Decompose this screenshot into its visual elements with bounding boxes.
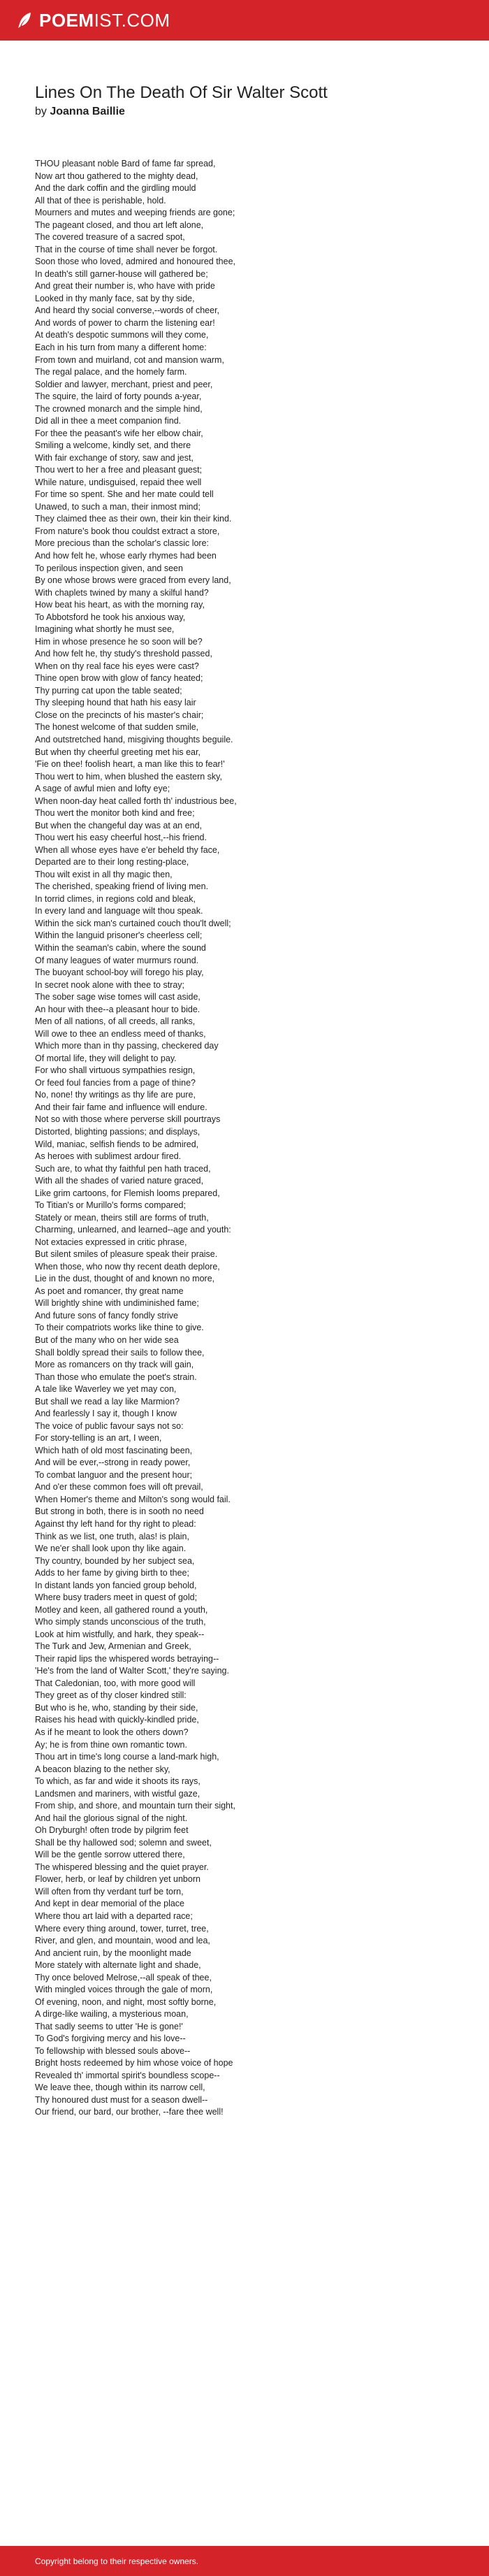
poem-line: Motley and keen, all gathered round a youth, bbox=[35, 1604, 208, 1615]
poem-line: Within the seaman's cabin, where the sound bbox=[35, 943, 206, 953]
poem-line: Ay; he is from thine own romantic town. bbox=[35, 1739, 187, 1750]
poem-line: Soldier and lawyer, merchant, priest and peer, bbox=[35, 379, 213, 389]
poem-line: By one whose brows were graced from every land, bbox=[35, 575, 231, 586]
poem-line: Will be the gentle sorrow uttered there, bbox=[35, 1850, 185, 1860]
poem-line: The honest welcome of that sudden smile, bbox=[35, 722, 199, 733]
poem-line: Him in whose presence he so soon will be? bbox=[35, 636, 203, 647]
poem-line: Not extacies expressed in critic phrase, bbox=[35, 1237, 187, 1247]
poem-line: We ne'er shall look upon thy like again. bbox=[35, 1544, 187, 1554]
poem-line: Men of all nations, of all creeds, all ranks, bbox=[35, 1016, 196, 1027]
poem-line: When those, who now thy recent death deplore, bbox=[35, 1261, 220, 1272]
poem-line: Or feed foul fancies from a page of thine? bbox=[35, 1077, 196, 1088]
poem-line: They greet as of thy closer kindred still: bbox=[35, 1690, 187, 1701]
poem-line: While nature, undisguised, repaid thee well bbox=[35, 477, 202, 487]
poem-line: Thou wert to her a free and pleasant guest; bbox=[35, 465, 203, 475]
poem-line: Bright hosts redeemed by him whose voice of hope bbox=[35, 2058, 233, 2068]
poem-line: Thy once beloved Melrose,--all speak of thee, bbox=[35, 1972, 212, 1983]
poem-line: In secret nook alone with thee to stray; bbox=[35, 979, 185, 990]
poem-line: As heroes with sublimest ardour fired. bbox=[35, 1151, 182, 1162]
poem-line: To their compatriots works like thine to give. bbox=[35, 1323, 204, 1333]
poem-line: A sage of awful mien and lofty eye; bbox=[35, 784, 170, 794]
poem-line: Against thy left hand for thy right to plead: bbox=[35, 1518, 196, 1529]
poem-line: Will often from thy verdant turf be torn, bbox=[35, 1886, 184, 1897]
poem-line: The Turk and Jew, Armenian and Greek, bbox=[35, 1641, 191, 1652]
byline bbox=[35, 105, 468, 119]
poem-line: 'Fie on thee! foolish heart, a man like this to fear!' bbox=[35, 759, 225, 770]
poem-line: Which more than in thy passing, checkered day bbox=[35, 1041, 219, 1051]
poem-line: And future sons of fancy fondly strive bbox=[35, 1310, 178, 1321]
poem-line: Revealed th' immortal spirit's boundless scope-- bbox=[35, 2070, 220, 2080]
poem-line: With fair exchange of story, saw and jest, bbox=[35, 452, 194, 463]
poem-line: Thy country, bounded by her subject sea, bbox=[35, 1555, 195, 1566]
poem-line: And hail the glorious signal of the night. bbox=[35, 1813, 188, 1823]
poem-line: Raises his head with quickly-kindled pride, bbox=[35, 1715, 199, 1725]
poem-line: Their rapid lips the whispered words betraying-- bbox=[35, 1653, 219, 1664]
poem-line: The regal palace, and the homely farm. bbox=[35, 367, 187, 377]
poem-line: A beacon blazing to the nether sky, bbox=[35, 1764, 170, 1774]
poem-line: Such are, to what thy faithful pen hath traced, bbox=[35, 1163, 211, 1174]
poem-line: From town and muirland, cot and mansion warm, bbox=[35, 354, 224, 365]
poem-line: But strong in both, there is in sooth no need bbox=[35, 1506, 204, 1517]
poem-line: Flower, herb, or leaf by children yet unborn bbox=[35, 1874, 200, 1885]
poem-line: The sober sage wise tomes will cast aside, bbox=[35, 992, 200, 1002]
poem-line: And how felt he, thy study's threshold passed, bbox=[35, 649, 212, 659]
poem-line: And o'er these common foes will oft prevail, bbox=[35, 1482, 203, 1492]
poem-line: Shall boldly spread their sails to follow thee, bbox=[35, 1347, 205, 1358]
copyright-text: Copyright belong to their respective owners. bbox=[35, 2556, 199, 2566]
poem-line: Our friend, our bard, our brother, --fare thee well! bbox=[35, 2107, 224, 2117]
poem-line: Each in his turn from many a different home: bbox=[35, 342, 207, 352]
poem-line: The buoyant school-boy will forego his play, bbox=[35, 967, 204, 978]
site-logo[interactable] bbox=[15, 10, 170, 31]
poem-line: And will be ever,--strong in ready power, bbox=[35, 1458, 191, 1468]
poem-line: All that of thee is perishable, hold. bbox=[35, 195, 166, 206]
poem-line: Looked in thy manly face, sat by thy side, bbox=[35, 293, 195, 303]
poem-line: Mourners and mutes and weeping friends are gone; bbox=[35, 208, 235, 218]
poem-line: To fellowship with blessed souls above-- bbox=[35, 2045, 191, 2056]
poem-line: For thee the peasant's wife her elbow chair, bbox=[35, 428, 203, 438]
poem-line: The pageant closed, and thou art left alone, bbox=[35, 220, 204, 230]
poem-line: THOU pleasant noble Bard of fame far spread, bbox=[35, 159, 216, 168]
poem-line: Who simply stands unconscious of the truth, bbox=[35, 1617, 206, 1627]
poem-line: But silent smiles of pleasure speak their praise. bbox=[35, 1249, 218, 1260]
poem-line: With chaplets twined by many a skilful hand? bbox=[35, 587, 209, 598]
poem-line: Of mortal life, they will delight to pay. bbox=[35, 1053, 177, 1063]
poem-line: Close on the precincts of his master's chair; bbox=[35, 710, 204, 720]
poem-line: And great their number is, who have with pride bbox=[35, 281, 215, 292]
poem-line: Than those who emulate the poet's strain. bbox=[35, 1372, 197, 1382]
poem-line: Wild, maniac, selfish fiends to be admired, bbox=[35, 1139, 199, 1149]
poem-line: And words of power to charm the listening ear! bbox=[35, 317, 215, 328]
poem-line: To Titian's or Murillo's forms compared; bbox=[35, 1200, 186, 1211]
poem-line: But when thy cheerful greeting met his ear, bbox=[35, 747, 200, 757]
poem-line: From nature's book thou couldst extract a store, bbox=[35, 526, 220, 536]
poem-line: Landsmen and mariners, with wistful gaze, bbox=[35, 1788, 200, 1799]
quill-icon bbox=[15, 11, 34, 29]
poem-line: They claimed thee as their own, their kin their kind. bbox=[35, 514, 232, 524]
poem-line: To Abbotsford he took his anxious way, bbox=[35, 612, 186, 622]
poem-line: In torrid climes, in regions cold and bleak, bbox=[35, 893, 196, 904]
poem-line: To which, as far and wide it shoots its rays, bbox=[35, 1776, 200, 1787]
poem-line: Look at him wistfully, and hark, they speak-- bbox=[35, 1629, 205, 1639]
poem-line: For who shall virtuous sympathies resign, bbox=[35, 1065, 196, 1076]
poem-line: A tale like Waverley we yet may con, bbox=[35, 1384, 177, 1395]
poem-line: As if he meant to look the others down? bbox=[35, 1727, 189, 1737]
poem-line: River, and glen, and mountain, wood and lea, bbox=[35, 1936, 210, 1946]
poem-line: When Homer's theme and Milton's song would fail. bbox=[35, 1494, 231, 1504]
poem-line: In distant lands yon fancied group behold, bbox=[35, 1580, 197, 1590]
poem-line: In every land and language wilt thou speak. bbox=[35, 906, 203, 916]
poem-line: Where thou art laid with a departed race; bbox=[35, 1911, 193, 1921]
poem-line: Charming, unlearned, and learned--age and youth: bbox=[35, 1225, 231, 1235]
poem-line: Like grim cartoons, for Flemish looms prepared, bbox=[35, 1188, 220, 1198]
poem-line: And the dark coffin and the girdling mould bbox=[35, 183, 196, 194]
poem-line: Thou wert the monitor both kind and free; bbox=[35, 808, 195, 819]
poem-line: Not so with those where perverse skill pourtrays bbox=[35, 1114, 221, 1125]
poem-line: Departed are to their long resting-place, bbox=[35, 857, 189, 868]
poem-line: Stately or mean, theirs still are forms of truth, bbox=[35, 1212, 209, 1223]
poem-line: Within the languid prisoner's cheerless cell; bbox=[35, 930, 203, 941]
poem-line: That in the course of time shall never be forgot. bbox=[35, 244, 218, 254]
poem-line: And ancient ruin, by the moonlight made bbox=[35, 1948, 191, 1958]
poem-line: But who is he, who, standing by their side, bbox=[35, 1702, 198, 1713]
poem-line: Within the sick man's curtained couch thou'lt dwell; bbox=[35, 918, 231, 928]
poem-line: When on thy real face his eyes were cast? bbox=[35, 661, 199, 671]
poem-line: Adds to her fame by giving birth to thee; bbox=[35, 1568, 189, 1578]
poem-line: Smiling a welcome, kindly set, and there bbox=[35, 440, 191, 451]
poem-line: We leave thee, though within its narrow cell, bbox=[35, 2082, 205, 2093]
poem-line: Imagining what shortly he must see, bbox=[35, 624, 175, 635]
poem-line: Soon those who loved, admired and honoured thee, bbox=[35, 257, 236, 267]
poem-line: Of many leagues of water murmurs round. bbox=[35, 955, 199, 965]
poem-line: Thou wilt exist in all thy magic then, bbox=[35, 869, 173, 879]
poem-line: At death's despotic summons will they come, bbox=[35, 330, 209, 340]
poem-line: An hour with thee--a pleasant hour to bide. bbox=[35, 1004, 200, 1014]
poem-line: Thy sleeping hound that hath his easy lair bbox=[35, 698, 196, 708]
poem-line: More as romancers on thy track will gain, bbox=[35, 1360, 194, 1370]
poem-title: Lines On The Death Of Sir Walter Scott bbox=[35, 83, 328, 102]
poem-line: A dirge-like wailing, a mysterious moan, bbox=[35, 2009, 189, 2020]
poem-line: With all the shades of varied nature graced, bbox=[35, 1176, 204, 1186]
poem-line: For story-telling is an art, I ween, bbox=[35, 1433, 162, 1444]
poem-line: Will owe to thee an endless meed of thanks, bbox=[35, 1028, 206, 1039]
by-label: by bbox=[35, 106, 47, 117]
poem-line: When noon-day heat called forth th' industrious bee, bbox=[35, 796, 237, 806]
poem-line: Now art thou gathered to the mighty dead, bbox=[35, 171, 198, 181]
poem-line: But when the changeful day was at an end, bbox=[35, 820, 203, 830]
poem-line: How beat his heart, as with the morning ray, bbox=[35, 600, 205, 610]
poem-line: The voice of public favour says not so: bbox=[35, 1420, 184, 1431]
poem-line: When all whose eyes have e'er beheld thy face, bbox=[35, 844, 220, 855]
poem-line: Lie in the dust, thought of and known no more, bbox=[35, 1274, 215, 1284]
poem-line: The squire, the laird of forty pounds a-year, bbox=[35, 391, 202, 402]
poem-line: Distorted, blighting passions; and displays, bbox=[35, 1126, 200, 1137]
poem-line: Thou wert his easy cheerful host,--his friend. bbox=[35, 833, 207, 843]
poem-line: But of the many who on her wide sea bbox=[35, 1335, 179, 1345]
poem-line: Shall be thy hallowed sod; solemn and sweet, bbox=[35, 1837, 212, 1848]
poem-line: That Caledonian, too, with more good will bbox=[35, 1678, 196, 1688]
poem-line: The covered treasure of a sacred spot, bbox=[35, 232, 185, 243]
poem-line: And their fair fame and influence will endure. bbox=[35, 1102, 207, 1112]
poem-line: In death's still garner-house will gathered be; bbox=[35, 268, 208, 279]
poem-line: To God's forgiving mercy and his love-- bbox=[35, 2034, 186, 2044]
poem-line: Oh Dryburgh! often trode by pilgrim feet bbox=[35, 1825, 189, 1836]
poem-line: And heard thy social converse,--words of cheer, bbox=[35, 305, 220, 316]
poem-line: Where every thing around, tower, turret, tree, bbox=[35, 1923, 209, 1934]
poem-line: Thine open brow with glow of fancy heated; bbox=[35, 673, 203, 684]
poem-line: The cherished, speaking friend of living men. bbox=[35, 882, 209, 892]
poem-line: To perilous inspection given, and seen bbox=[35, 563, 183, 573]
poem-line: With mingled voices through the gale of morn, bbox=[35, 1985, 213, 1995]
poem-line: Will brightly shine with undiminished fame; bbox=[35, 1298, 199, 1309]
poem-line: More stately with alternate light and shade, bbox=[35, 1960, 201, 1971]
logo-text-light: IST.COM bbox=[94, 9, 170, 31]
poem-line: The whispered blessing and the quiet prayer. bbox=[35, 1862, 209, 1872]
poem-line: Where busy traders meet in quest of gold; bbox=[35, 1592, 198, 1603]
poem-line: And fearlessly I say it, though I know bbox=[35, 1409, 177, 1419]
poem-line: Of evening, noon, and night, most softly borne, bbox=[35, 1996, 217, 2007]
poem-line: And outstretched hand, misgiving thoughts beguile. bbox=[35, 734, 233, 744]
poem-line: And how felt he, whose early rhymes had been bbox=[35, 551, 217, 561]
poem-line: Thy honoured dust must for a season dwell-- bbox=[35, 2094, 208, 2105]
poem-line: The crowned monarch and the simple hind, bbox=[35, 403, 203, 414]
site-footer bbox=[0, 2546, 489, 2576]
poem-line: To combat languor and the present hour; bbox=[35, 1469, 193, 1480]
poem-line: And kept in dear memorial of the place bbox=[35, 1899, 185, 1909]
site-header bbox=[0, 0, 489, 41]
poem-header bbox=[35, 82, 468, 119]
poem-line: Did all in thee a meet companion find. bbox=[35, 416, 182, 426]
logo-text-bold: POEM bbox=[39, 9, 94, 31]
poem-body bbox=[35, 158, 475, 2119]
poem-line: More precious than the scholar's classic lore: bbox=[35, 538, 210, 549]
author-link[interactable]: Joanna Baillie bbox=[50, 106, 125, 117]
poem-line: Thou art in time's long course a land-mark high, bbox=[35, 1752, 219, 1762]
poem-line: But shall we read a lay like Marmion? bbox=[35, 1396, 180, 1406]
poem-line: For time so spent. She and her mate could tell bbox=[35, 489, 214, 500]
poem-line: Thou wert to him, when blushed the eastern sky, bbox=[35, 771, 222, 782]
poem-line: Think as we list, one truth, alas! is plain, bbox=[35, 1531, 189, 1541]
poem-line: 'He's from the land of Walter Scott,' they're saying. bbox=[35, 1666, 229, 1676]
poem-line: Unawed, to such a man, their inmost mind; bbox=[35, 501, 200, 512]
poem-line: Thy purring cat upon the table seated; bbox=[35, 685, 182, 696]
poem-line: That sadly seems to utter 'He is gone!' bbox=[35, 2021, 183, 2031]
poem-line: No, none! thy writings as thy life are pure, bbox=[35, 1090, 196, 1100]
poem-line: From ship, and shore, and mountain turn their sight, bbox=[35, 1801, 235, 1811]
poem-line: Which hath of old most fascinating been, bbox=[35, 1445, 193, 1455]
poem-line: As poet and romancer, thy great name bbox=[35, 1286, 184, 1296]
